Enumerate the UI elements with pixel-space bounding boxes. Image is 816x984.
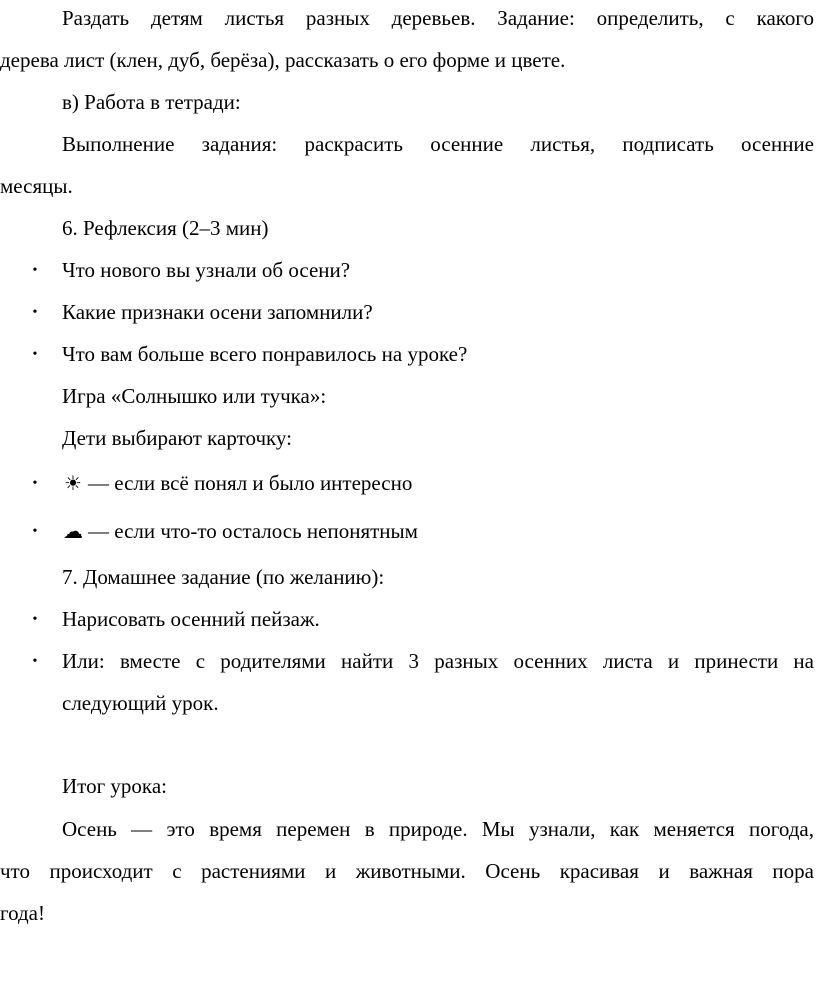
homework-item-2-continuation: следующий урок. <box>62 691 219 715</box>
notebook-heading: в) Работа в тетради: <box>62 90 241 114</box>
bullet-marker: • <box>32 524 38 539</box>
bullet-marker: • <box>32 305 38 320</box>
card-sun <box>62 470 814 496</box>
bullet-marker: • <box>32 654 38 669</box>
bullet-marker: • <box>32 612 38 627</box>
bullet-marker: • <box>32 263 38 278</box>
game-title: Игра «Солнышко или тучка»: <box>62 384 327 408</box>
leaves-task-line-1: Раздать детям листья разных деревьев. Задание: определить, с какого <box>62 6 814 30</box>
bullet-marker: • <box>32 476 38 491</box>
summary-line-1: Осень — это время перемен в природе. Мы узнали, как меняется погода, <box>62 817 814 841</box>
summary-heading: Итог урока: <box>62 774 167 798</box>
cloud-icon: ☁ <box>63 519 83 543</box>
card-cloud-text: — если что-то осталось непонятным <box>88 519 418 543</box>
homework-item-1: Нарисовать осенний пейзаж. <box>62 607 320 631</box>
card-sun-text: — если всё понял и было интересно <box>88 471 413 495</box>
reflection-question-1: Что нового вы узнали об осени? <box>62 258 351 282</box>
reflection-question-2: Какие признаки осени запомнили? <box>62 300 373 324</box>
reflection-question-3: Что вам больше всего понравилось на уроке? <box>62 342 468 366</box>
homework-heading: 7. Домашнее задание (по желанию): <box>62 565 385 589</box>
sun-icon: ☀ <box>64 471 82 495</box>
homework-item-2: Или: вместе с родителями найти 3 разных осенних листа и принести на <box>62 649 814 673</box>
leaves-task-line-2: дерева лист (клен, дуб, берёза), рассказать о его форме и цвете. <box>0 48 566 72</box>
reflection-heading: 6. Рефлексия (2–3 мин) <box>62 216 269 240</box>
summary-line-3: года! <box>0 901 45 925</box>
bullet-marker: • <box>32 347 38 362</box>
notebook-task-line-1: Выполнение задания: раскрасить осенние листья, подписать осенние <box>62 132 814 156</box>
card-cloud <box>62 518 814 544</box>
game-instruction: Дети выбирают карточку: <box>62 426 292 450</box>
summary-line-2: что происходит с растениями и животными. Осень красивая и важная пора <box>0 859 814 883</box>
notebook-task-line-2: месяцы. <box>0 174 73 198</box>
